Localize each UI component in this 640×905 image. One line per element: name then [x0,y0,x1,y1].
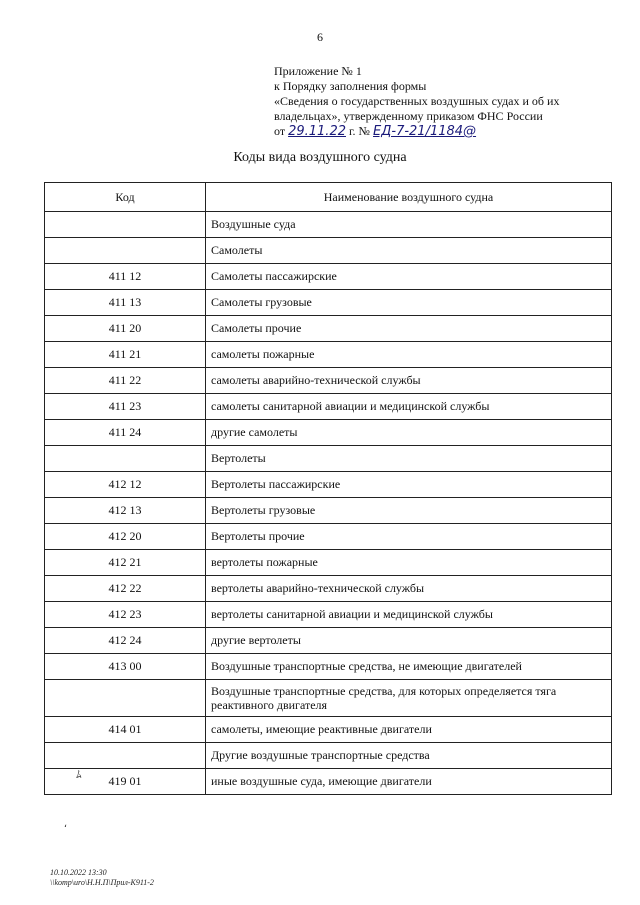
cell-name: самолеты аварийно-технической службы [206,368,612,394]
cell-code: 412 22 [45,576,206,602]
cell-name: Воздушные транспортные средства, для которых определяется тяга реактивного двигателя [206,680,612,717]
table-body [45,212,612,795]
table-row [45,576,612,602]
cell-name: Самолеты [206,238,612,264]
table-row [45,769,612,795]
cell-code: 414 01 [45,717,206,743]
table-row [45,524,612,550]
page-title: Коды вида воздушного судна [233,150,407,165]
cell-code [45,446,206,472]
table-row [45,602,612,628]
cell-name: Другие воздушные транспортные средства [206,743,612,769]
cell-code: 412 23 [45,602,206,628]
cell-name: Вертолеты пассажирские [206,472,612,498]
table-row [45,368,612,394]
cell-name: самолеты санитарной авиации и медицинской службы [206,394,612,420]
appendix-line-3: «Сведения о государственных воздушных судах и об их [274,94,560,108]
cell-name: другие вертолеты [206,628,612,654]
cell-name: другие самолеты [206,420,612,446]
table-row [45,342,612,368]
year-suffix: г. № [348,124,371,138]
cell-code: 411 23 [45,394,206,420]
aircraft-codes-table [44,182,612,795]
cell-code: 412 24 [45,628,206,654]
margin-mark-icon: ﾑ [76,768,82,781]
page-number: 6 [317,30,323,44]
cell-code: 412 20 [45,524,206,550]
table-row [45,212,612,238]
cell-name: Воздушные суда [206,212,612,238]
cell-code [45,743,206,769]
table-row [45,316,612,342]
footer-timestamp: 10.10.2022 13:30 [50,868,107,877]
cell-name: вертолеты аварийно-технической службы [206,576,612,602]
table-row [45,628,612,654]
appendix-date-line [274,124,604,139]
cell-code [45,680,206,717]
table-row [45,717,612,743]
cell-name: самолеты, имеющие реактивные двигатели [206,717,612,743]
cell-code: 411 12 [45,264,206,290]
footer-file-path: \\komp\uro\Н.Н.П\Прил-К911-2 [50,878,154,887]
table-row [45,743,612,769]
footer [50,868,154,888]
table-row [45,654,612,680]
cell-name: Вертолеты [206,446,612,472]
cell-code: 411 13 [45,290,206,316]
cell-name: иные воздушные суда, имеющие двигатели [206,769,612,795]
cell-code [45,238,206,264]
cell-code [45,212,206,238]
cell-code: 413 00 [45,654,206,680]
cell-code: 411 21 [45,342,206,368]
handwritten-order-number: ЕД-7-21/1184@ [373,124,477,139]
cell-code: 412 21 [45,550,206,576]
table-row [45,420,612,446]
cell-name: самолеты пожарные [206,342,612,368]
cell-code: 411 22 [45,368,206,394]
cell-code: 412 12 [45,472,206,498]
appendix-block [274,64,604,139]
cell-name: Воздушные транспортные средства, не имеющие двигателей [206,654,612,680]
appendix-line-2: к Порядку заполнения формы [274,79,427,93]
table-header-row [45,183,612,212]
table-row [45,446,612,472]
cell-name: Вертолеты грузовые [206,498,612,524]
column-header-code: Код [45,183,206,212]
table-row [45,290,612,316]
cell-name: Вертолеты прочие [206,524,612,550]
table-row [45,498,612,524]
appendix-line-1: Приложение № 1 [274,64,362,78]
table-row [45,394,612,420]
cell-name: вертолеты санитарной авиации и медицинской службы [206,602,612,628]
cell-code: 411 24 [45,420,206,446]
table-row [45,472,612,498]
cell-code: 412 13 [45,498,206,524]
cell-name: Самолеты грузовые [206,290,612,316]
handwritten-date: 29.11.22 [288,124,346,139]
cell-name: вертолеты пожарные [206,550,612,576]
column-header-name: Наименование воздушного судна [206,183,612,212]
date-prefix: от [274,124,286,138]
table-row [45,680,612,717]
cell-code: 411 20 [45,316,206,342]
appendix-line-4: владельцах», утвержденному приказом ФНС России [274,109,543,123]
cell-name: Самолеты пассажирские [206,264,612,290]
cell-name: Самолеты прочие [206,316,612,342]
table-row [45,550,612,576]
table-row [45,238,612,264]
cell-code: 419 01 [45,769,206,795]
table-row [45,264,612,290]
margin-tick-icon: ʻ [64,824,68,835]
